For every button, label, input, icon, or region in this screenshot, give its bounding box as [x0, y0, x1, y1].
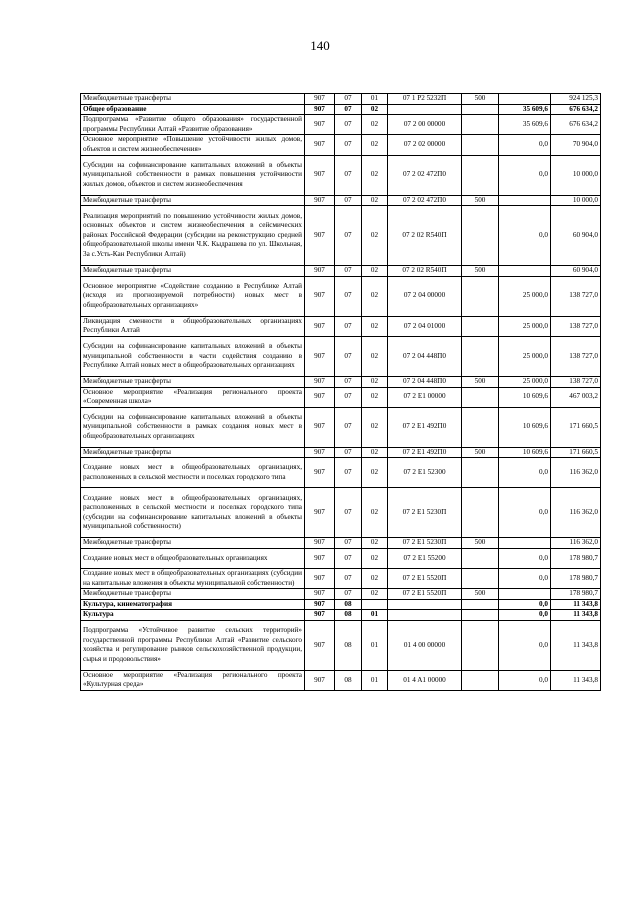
row-expense-type — [462, 620, 499, 670]
row-grbs: 907 — [305, 548, 335, 568]
row-amount-2: 116 362,0 — [551, 488, 601, 538]
row-name: Основное мероприятие «Содействие созданию в Республике Алтай (исходя из прогнозируемой потребности) новых мест в общеобразовательных организациях» — [81, 276, 305, 316]
row-expense-type — [462, 548, 499, 568]
row-amount-2: 10 000,0 — [551, 195, 601, 206]
row-amount-2: 676 634,2 — [551, 104, 601, 115]
table-row — [81, 568, 601, 588]
row-name: Подпрограмма «Развитие общего образования» государственной программы Республики Алтай «Развитие образования» — [81, 115, 305, 135]
row-amount-1: 10 609,6 — [499, 407, 551, 447]
row-grbs: 907 — [305, 94, 335, 105]
row-amount-2: 138 727,0 — [551, 276, 601, 316]
row-amount-1: 25 000,0 — [499, 336, 551, 376]
table-row — [81, 407, 601, 447]
row-amount-1: 25 000,0 — [499, 276, 551, 316]
row-target-article: 07 2 E1 52300 — [388, 458, 462, 488]
row-grbs: 907 — [305, 458, 335, 488]
row-name: Культура — [81, 610, 305, 621]
row-expense-type: 500 — [462, 376, 499, 387]
table-row — [81, 104, 601, 115]
row-name: Субсидии на софинансирование капитальных вложений в объекты муниципальной собственности в рамках повышения устойчивости жилых домов, объектов и систем жизнеобеспечения — [81, 155, 305, 195]
row-target-article: 01 4 00 00000 — [388, 620, 462, 670]
row-section: 07 — [335, 115, 362, 135]
row-amount-2: 676 634,2 — [551, 115, 601, 135]
row-amount-2: 116 362,0 — [551, 458, 601, 488]
row-name: Создание новых мест в общеобразовательных организациях, расположенных в сельской местности и поселках городского типа — [81, 458, 305, 488]
row-amount-2: 11 343,8 — [551, 610, 601, 621]
row-grbs: 907 — [305, 115, 335, 135]
row-target-article: 07 2 E1 00000 — [388, 387, 462, 407]
row-grbs: 907 — [305, 135, 335, 155]
table-row — [81, 538, 601, 549]
row-amount-1 — [499, 589, 551, 600]
row-grbs: 907 — [305, 538, 335, 549]
table-row — [81, 276, 601, 316]
row-target-article: 07 2 02 472П0 — [388, 195, 462, 206]
row-expense-type — [462, 387, 499, 407]
row-subsection: 02 — [362, 195, 388, 206]
row-section: 07 — [335, 488, 362, 538]
row-amount-2: 178 980,7 — [551, 589, 601, 600]
row-subsection: 02 — [362, 206, 388, 266]
row-name: Общее образование — [81, 104, 305, 115]
row-section: 08 — [335, 610, 362, 621]
row-amount-1: 0,0 — [499, 135, 551, 155]
row-subsection: 02 — [362, 336, 388, 376]
row-expense-type — [462, 568, 499, 588]
row-section: 08 — [335, 670, 362, 690]
row-grbs: 907 — [305, 387, 335, 407]
table-row — [81, 599, 601, 610]
row-subsection: 02 — [362, 276, 388, 316]
row-subsection — [362, 599, 388, 610]
row-subsection: 02 — [362, 488, 388, 538]
table-row — [81, 458, 601, 488]
row-target-article — [388, 610, 462, 621]
row-amount-1: 0,0 — [499, 155, 551, 195]
row-amount-2: 924 125,3 — [551, 94, 601, 105]
row-amount-2: 116 362,0 — [551, 538, 601, 549]
row-name: Подпрограмма «Устойчивое развитие сельских территорий» государственной программы Республики Алтай «Развитие сельского хозяйства и регулирование рынков сельскохозяйственной продукции, сырья и продовольствия» — [81, 620, 305, 670]
row-section: 07 — [335, 94, 362, 105]
table-row — [81, 447, 601, 458]
row-target-article: 07 2 E1 5520П — [388, 568, 462, 588]
row-amount-1: 35 609,6 — [499, 104, 551, 115]
row-amount-1 — [499, 538, 551, 549]
row-target-article: 07 2 E1 492П0 — [388, 407, 462, 447]
row-subsection: 02 — [362, 316, 388, 336]
row-subsection: 02 — [362, 266, 388, 277]
row-subsection: 02 — [362, 387, 388, 407]
row-amount-2: 60 904,0 — [551, 206, 601, 266]
row-amount-1: 0,0 — [499, 670, 551, 690]
row-target-article: 07 2 02 R540П — [388, 266, 462, 277]
row-target-article: 07 2 E1 5230П — [388, 488, 462, 538]
row-expense-type — [462, 135, 499, 155]
row-expense-type — [462, 670, 499, 690]
row-amount-1: 10 609,6 — [499, 447, 551, 458]
row-subsection: 02 — [362, 407, 388, 447]
row-amount-1: 0,0 — [499, 206, 551, 266]
row-amount-2: 467 003,2 — [551, 387, 601, 407]
table-row — [81, 195, 601, 206]
row-expense-type: 500 — [462, 538, 499, 549]
row-name: Межбюджетные трансферты — [81, 266, 305, 277]
row-amount-1: 25 000,0 — [499, 376, 551, 387]
row-expense-type — [462, 276, 499, 316]
row-section: 07 — [335, 206, 362, 266]
row-expense-type — [462, 599, 499, 610]
row-grbs: 907 — [305, 316, 335, 336]
row-name: Межбюджетные трансферты — [81, 195, 305, 206]
table-row — [81, 387, 601, 407]
row-amount-2: 171 660,5 — [551, 407, 601, 447]
row-name: Межбюджетные трансферты — [81, 376, 305, 387]
row-section: 07 — [335, 458, 362, 488]
row-grbs: 907 — [305, 568, 335, 588]
row-grbs: 907 — [305, 155, 335, 195]
row-amount-2: 11 343,8 — [551, 599, 601, 610]
table-row — [81, 610, 601, 621]
row-name: Межбюджетные трансферты — [81, 447, 305, 458]
row-expense-type — [462, 316, 499, 336]
row-name: Создание новых мест в общеобразовательных организациях (субсидии на капитальные вложения в объекты муниципальной собственности) — [81, 568, 305, 588]
row-section: 07 — [335, 407, 362, 447]
row-target-article: 07 2 E1 492П0 — [388, 447, 462, 458]
row-target-article: 07 2 E1 5230П — [388, 538, 462, 549]
row-grbs: 907 — [305, 589, 335, 600]
row-amount-2: 60 904,0 — [551, 266, 601, 277]
row-subsection: 01 — [362, 620, 388, 670]
row-amount-1 — [499, 266, 551, 277]
row-amount-2: 11 343,8 — [551, 620, 601, 670]
row-expense-type: 500 — [462, 94, 499, 105]
row-target-article: 07 2 04 01000 — [388, 316, 462, 336]
row-section: 08 — [335, 620, 362, 670]
row-name: Создание новых мест в общеобразовательных организациях — [81, 548, 305, 568]
row-grbs: 907 — [305, 276, 335, 316]
row-target-article: 01 4 A1 00000 — [388, 670, 462, 690]
row-section: 07 — [335, 387, 362, 407]
row-grbs: 907 — [305, 447, 335, 458]
table-row — [81, 206, 601, 266]
row-expense-type — [462, 458, 499, 488]
row-grbs: 907 — [305, 488, 335, 538]
row-expense-type — [462, 206, 499, 266]
row-target-article: 07 2 02 R540П — [388, 206, 462, 266]
table-row — [81, 94, 601, 105]
row-grbs: 907 — [305, 195, 335, 206]
row-subsection: 02 — [362, 115, 388, 135]
row-amount-2: 138 727,0 — [551, 376, 601, 387]
row-amount-1: 0,0 — [499, 610, 551, 621]
row-amount-2: 70 904,0 — [551, 135, 601, 155]
row-grbs: 907 — [305, 376, 335, 387]
row-target-article — [388, 599, 462, 610]
row-expense-type — [462, 155, 499, 195]
row-expense-type — [462, 488, 499, 538]
row-amount-1 — [499, 195, 551, 206]
row-subsection: 02 — [362, 135, 388, 155]
row-name: Основное мероприятие «Повышение устойчивости жилых домов, объектов и систем жизнеобеспечения» — [81, 135, 305, 155]
table-row — [81, 316, 601, 336]
row-expense-type: 500 — [462, 266, 499, 277]
row-grbs: 907 — [305, 670, 335, 690]
row-section: 07 — [335, 568, 362, 588]
row-expense-type — [462, 115, 499, 135]
row-name: Культура, кинематография — [81, 599, 305, 610]
row-expense-type: 500 — [462, 589, 499, 600]
row-amount-1: 0,0 — [499, 488, 551, 538]
budget-table — [80, 93, 601, 691]
row-amount-1: 0,0 — [499, 458, 551, 488]
row-section: 07 — [335, 316, 362, 336]
row-section: 07 — [335, 276, 362, 316]
row-subsection: 02 — [362, 568, 388, 588]
row-target-article: 07 2 04 00000 — [388, 276, 462, 316]
row-name: Межбюджетные трансферты — [81, 94, 305, 105]
row-amount-1: 0,0 — [499, 548, 551, 568]
table-row — [81, 155, 601, 195]
row-target-article: 07 2 E1 55200 — [388, 548, 462, 568]
row-amount-1: 10 609,6 — [499, 387, 551, 407]
table-row — [81, 548, 601, 568]
row-target-article: 07 2 02 472П0 — [388, 155, 462, 195]
row-amount-2: 178 980,7 — [551, 548, 601, 568]
table-row — [81, 135, 601, 155]
row-subsection: 02 — [362, 589, 388, 600]
row-grbs: 907 — [305, 266, 335, 277]
row-name: Межбюджетные трансферты — [81, 538, 305, 549]
row-section: 07 — [335, 155, 362, 195]
row-section: 07 — [335, 135, 362, 155]
row-section: 07 — [335, 538, 362, 549]
row-expense-type — [462, 610, 499, 621]
row-subsection: 01 — [362, 94, 388, 105]
table-row — [81, 376, 601, 387]
row-subsection: 02 — [362, 376, 388, 387]
table-row — [81, 266, 601, 277]
row-grbs: 907 — [305, 610, 335, 621]
row-amount-1: 0,0 — [499, 620, 551, 670]
table-row — [81, 670, 601, 690]
row-name: Субсидии на софинансирование капитальных вложений в объекты муниципальной собственности в части содействия созданию в Республике Алтай новых мест в общеобразовательных организациях — [81, 336, 305, 376]
row-target-article: 07 1 P2 5232П — [388, 94, 462, 105]
table-row — [81, 488, 601, 538]
row-subsection: 02 — [362, 548, 388, 568]
row-name: Ликвидация сменности в общеобразовательных организациях Республики Алтай — [81, 316, 305, 336]
table-row — [81, 620, 601, 670]
row-target-article: 07 2 E1 5520П — [388, 589, 462, 600]
row-target-article: 07 2 04 448П0 — [388, 336, 462, 376]
row-grbs: 907 — [305, 599, 335, 610]
row-grbs: 907 — [305, 407, 335, 447]
row-name: Основное мероприятие «Реализация регионального проекта «Современная школа» — [81, 387, 305, 407]
row-name: Создание новых мест в общеобразовательных организациях, расположенных в сельской местности и поселках городского типа (субсидии на софинансирование капитальных вложений в объекты муниципальной собственности) — [81, 488, 305, 538]
row-amount-2: 138 727,0 — [551, 336, 601, 376]
table-row — [81, 336, 601, 376]
row-amount-1 — [499, 94, 551, 105]
row-subsection: 01 — [362, 670, 388, 690]
row-subsection: 02 — [362, 155, 388, 195]
row-section: 07 — [335, 266, 362, 277]
row-section: 07 — [335, 195, 362, 206]
table-row — [81, 115, 601, 135]
row-target-article: 07 2 02 00000 — [388, 135, 462, 155]
page-number: 140 — [310, 38, 330, 53]
row-amount-2: 178 980,7 — [551, 568, 601, 588]
row-section: 07 — [335, 376, 362, 387]
row-section: 07 — [335, 548, 362, 568]
row-grbs: 907 — [305, 104, 335, 115]
row-name: Межбюджетные трансферты — [81, 589, 305, 600]
row-section: 07 — [335, 104, 362, 115]
row-amount-2: 11 343,8 — [551, 670, 601, 690]
row-name: Основное мероприятие «Реализация регионального проекта «Культурная среда» — [81, 670, 305, 690]
row-expense-type: 500 — [462, 195, 499, 206]
row-amount-1: 25 000,0 — [499, 316, 551, 336]
row-amount-1: 35 609,6 — [499, 115, 551, 135]
row-grbs: 907 — [305, 206, 335, 266]
row-section: 07 — [335, 589, 362, 600]
row-amount-2: 10 000,0 — [551, 155, 601, 195]
row-subsection: 02 — [362, 104, 388, 115]
row-expense-type — [462, 336, 499, 376]
row-name: Субсидии на софинансирование капитальных вложений в объекты муниципальной собственности в рамках создания новых мест в общеобразовательных организациях — [81, 407, 305, 447]
row-subsection: 02 — [362, 538, 388, 549]
row-expense-type — [462, 104, 499, 115]
row-amount-2: 171 660,5 — [551, 447, 601, 458]
row-target-article — [388, 104, 462, 115]
row-target-article: 07 2 04 448П0 — [388, 376, 462, 387]
row-expense-type: 500 — [462, 447, 499, 458]
row-section: 07 — [335, 447, 362, 458]
row-amount-1: 0,0 — [499, 568, 551, 588]
row-expense-type — [462, 407, 499, 447]
row-grbs: 907 — [305, 336, 335, 376]
row-grbs: 907 — [305, 620, 335, 670]
row-section: 08 — [335, 599, 362, 610]
row-target-article: 07 2 00 00000 — [388, 115, 462, 135]
row-section: 07 — [335, 336, 362, 376]
row-amount-1: 0,0 — [499, 599, 551, 610]
table-row — [81, 589, 601, 600]
row-name: Реализация мероприятий по повышению устойчивости жилых домов, основных объектов и систем жизнеобеспечения в сейсмических районах Российской Федерации (субсидии на реконструкцию средней общеобразовательной школы имени Ч.К. Кыдрашева по ул. Школьная, 3а с.Усть-Кан Республики Алтай) — [81, 206, 305, 266]
row-amount-2: 138 727,0 — [551, 316, 601, 336]
row-subsection: 02 — [362, 458, 388, 488]
row-subsection: 01 — [362, 610, 388, 621]
row-subsection: 02 — [362, 447, 388, 458]
